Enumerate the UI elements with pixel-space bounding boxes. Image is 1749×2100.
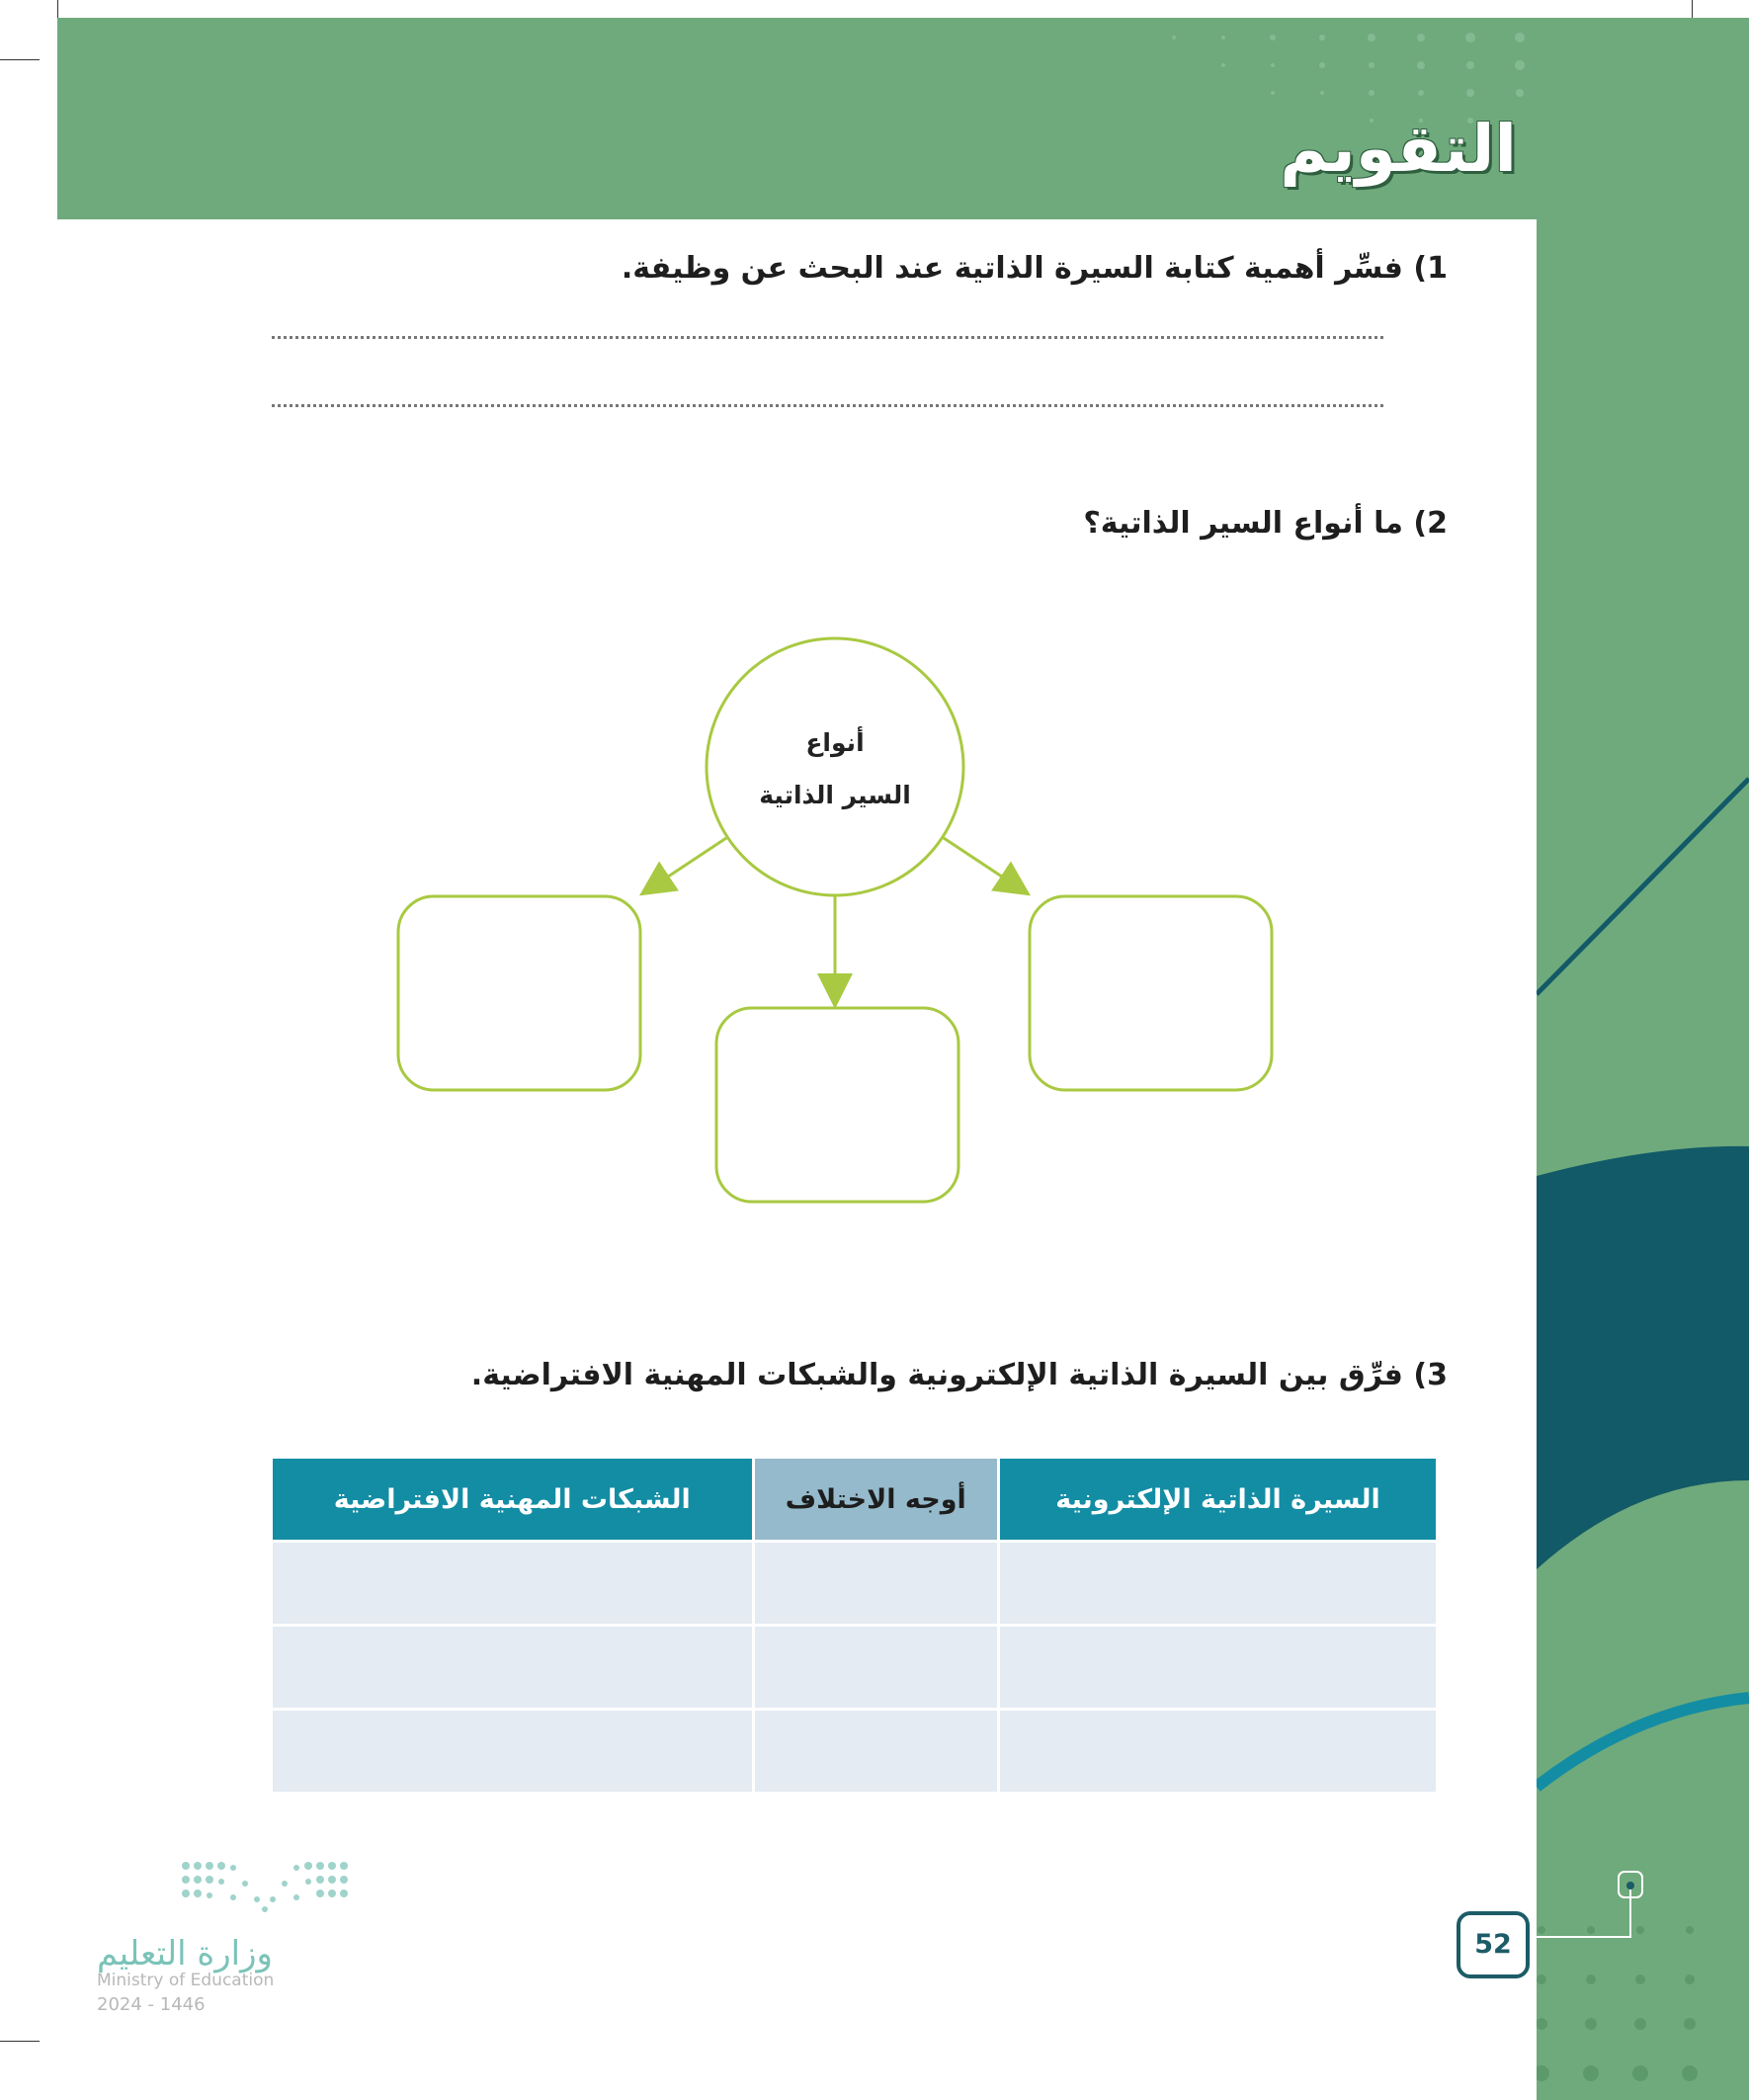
ministry-logo-icon xyxy=(178,1856,356,1925)
center-label-line1: أنواع xyxy=(805,728,865,757)
header-cell-differences: أوجه الاختلاف xyxy=(755,1459,998,1540)
table-row xyxy=(273,1627,1436,1708)
teal-arc xyxy=(1537,1698,1749,1787)
arrow-left xyxy=(644,838,726,892)
table-cell[interactable] xyxy=(755,1543,998,1624)
center-label-line2: السير الذاتية xyxy=(759,781,911,809)
comparison-table xyxy=(270,1456,1439,1795)
ministry-name-arabic: وزارة التعليم xyxy=(97,1934,273,1974)
table-cell[interactable] xyxy=(1000,1711,1436,1792)
table-row xyxy=(273,1711,1436,1792)
header-cell-virtual-networks: الشبكات المهنية الافتراضية xyxy=(273,1459,752,1540)
table-row xyxy=(273,1543,1436,1624)
question-text: فرِّق بين السيرة الذاتية الإلكترونية والشبكات المهنية الافتراضية. xyxy=(470,1358,1403,1392)
arrow-right xyxy=(944,838,1026,892)
types-diagram xyxy=(385,623,1294,1216)
page-title: التقويم xyxy=(1280,111,1517,187)
table-cell[interactable] xyxy=(755,1627,998,1708)
ministry-year: 2024 - 1446 xyxy=(97,1994,206,2015)
question-number: 3) xyxy=(1413,1358,1448,1392)
answer-line[interactable] xyxy=(272,336,1383,339)
table-cell[interactable] xyxy=(273,1627,752,1708)
crop-mark xyxy=(0,59,40,60)
table-cell[interactable] xyxy=(273,1711,752,1792)
right-decorative-band xyxy=(1537,18,1749,2100)
header-cell-electronic-cv: السيرة الذاتية الإلكترونية xyxy=(1000,1459,1436,1540)
table-cell[interactable] xyxy=(273,1543,752,1624)
question-1 xyxy=(622,251,1448,286)
answer-box-middle[interactable] xyxy=(716,1008,958,1202)
table-cell[interactable] xyxy=(755,1711,998,1792)
diagonal-line xyxy=(1537,779,1749,994)
question-2 xyxy=(1083,506,1448,541)
answer-line[interactable] xyxy=(272,404,1383,407)
table-cell[interactable] xyxy=(1000,1627,1436,1708)
question-text: فسِّر أهمية كتابة السيرة الذاتية عند البحث عن وظيفة. xyxy=(621,251,1403,286)
question-3 xyxy=(471,1358,1448,1392)
question-number: 2) xyxy=(1413,506,1448,541)
answer-box-right[interactable] xyxy=(1030,896,1272,1090)
table-cell[interactable] xyxy=(1000,1543,1436,1624)
ministry-name-english: Ministry of Education xyxy=(97,1971,275,1990)
question-text: ما أنواع السير الذاتية؟ xyxy=(1083,506,1403,541)
page-number-connector xyxy=(1517,1868,1695,1967)
center-circle xyxy=(707,638,963,895)
dark-teal-wave xyxy=(1537,1146,1749,1569)
page-number: 52 xyxy=(1457,1911,1530,1978)
table-header-row xyxy=(273,1459,1436,1540)
question-number: 1) xyxy=(1413,251,1448,286)
crop-mark xyxy=(0,2041,40,2042)
answer-box-left[interactable] xyxy=(398,896,640,1090)
